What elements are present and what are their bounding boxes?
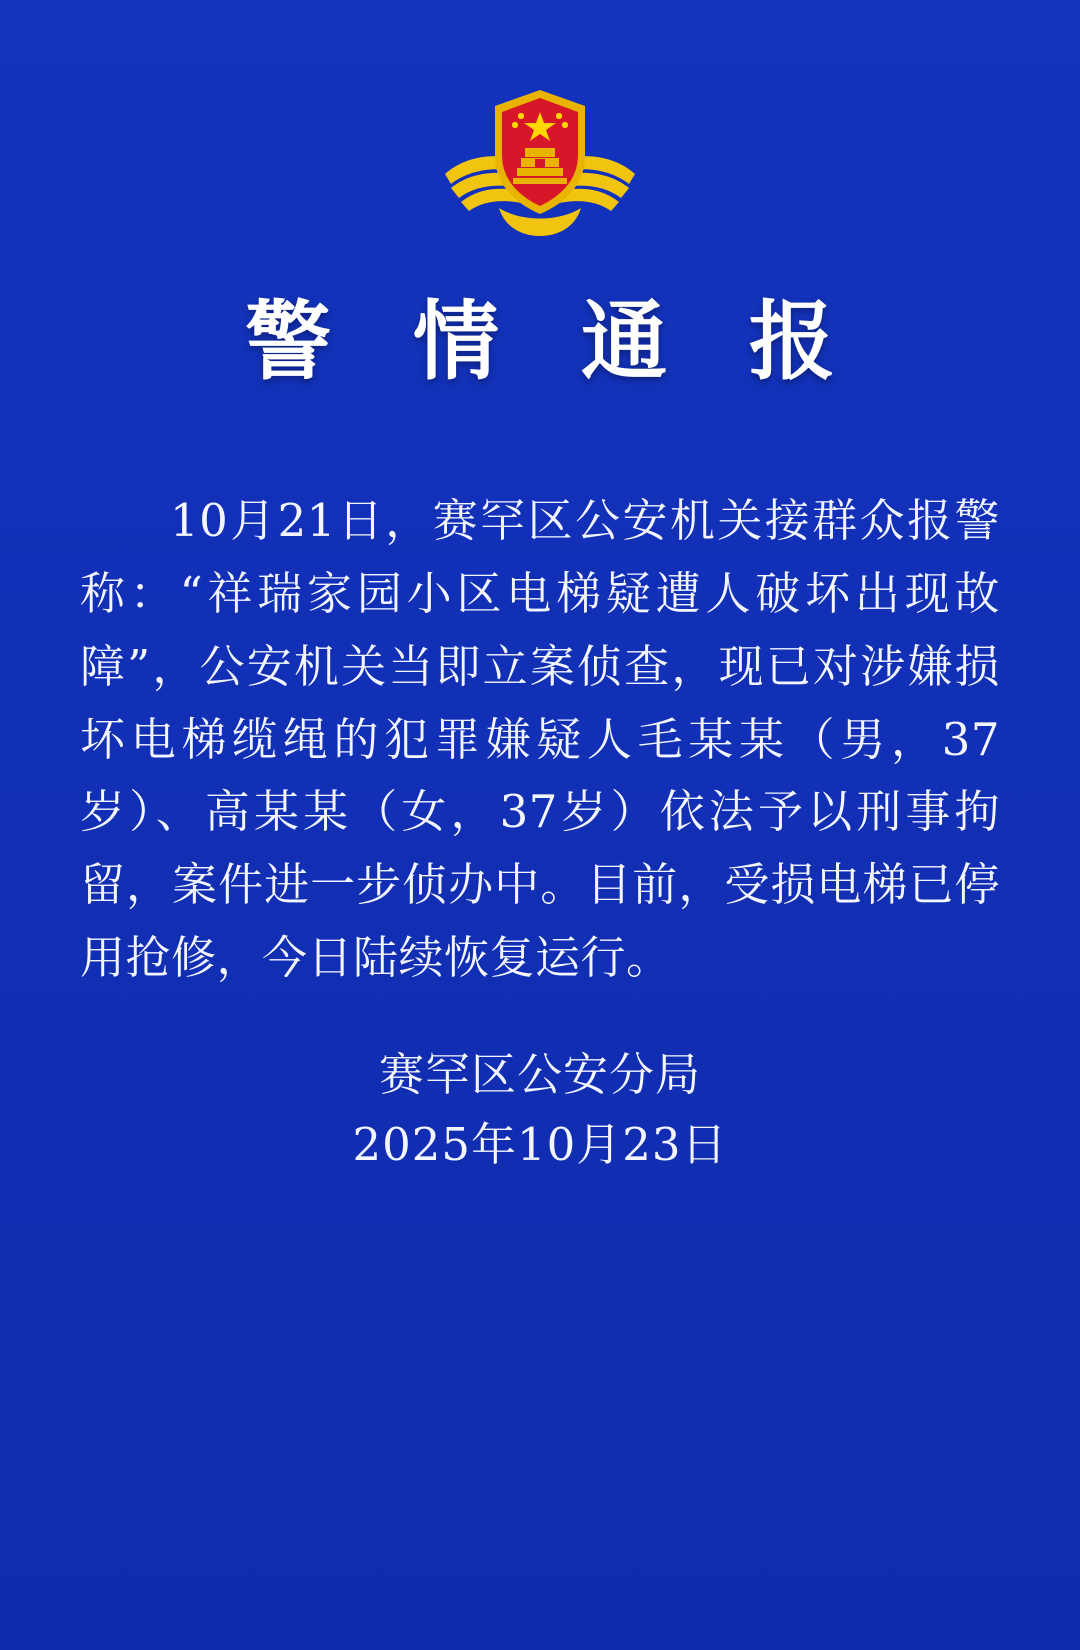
- issuer-name: 赛罕区公安分局: [378, 1048, 701, 1101]
- notice-body-text: 10月21日，赛罕区公安机关接群众报警称：“祥瑞家园小区电梯疑遭人破坏出现故障”，公安机关当即立案侦查，现已对涉嫌损坏电梯缆绳的犯罪嫌疑人毛某某（男，37岁）、高某某（女，37岁）依法予以刑事拘留，案件进一步侦办中。目前，受损电梯已停用抢修，今日陆续恢复运行。: [80, 493, 1000, 985]
- china-police-badge-icon: [435, 82, 645, 242]
- page-title: 警 情 通 报: [245, 291, 861, 392]
- signature-block: [0, 1040, 1080, 1180]
- issue-date: 2025年10月23日: [352, 1117, 728, 1171]
- emblem-container: [60, 0, 1020, 242]
